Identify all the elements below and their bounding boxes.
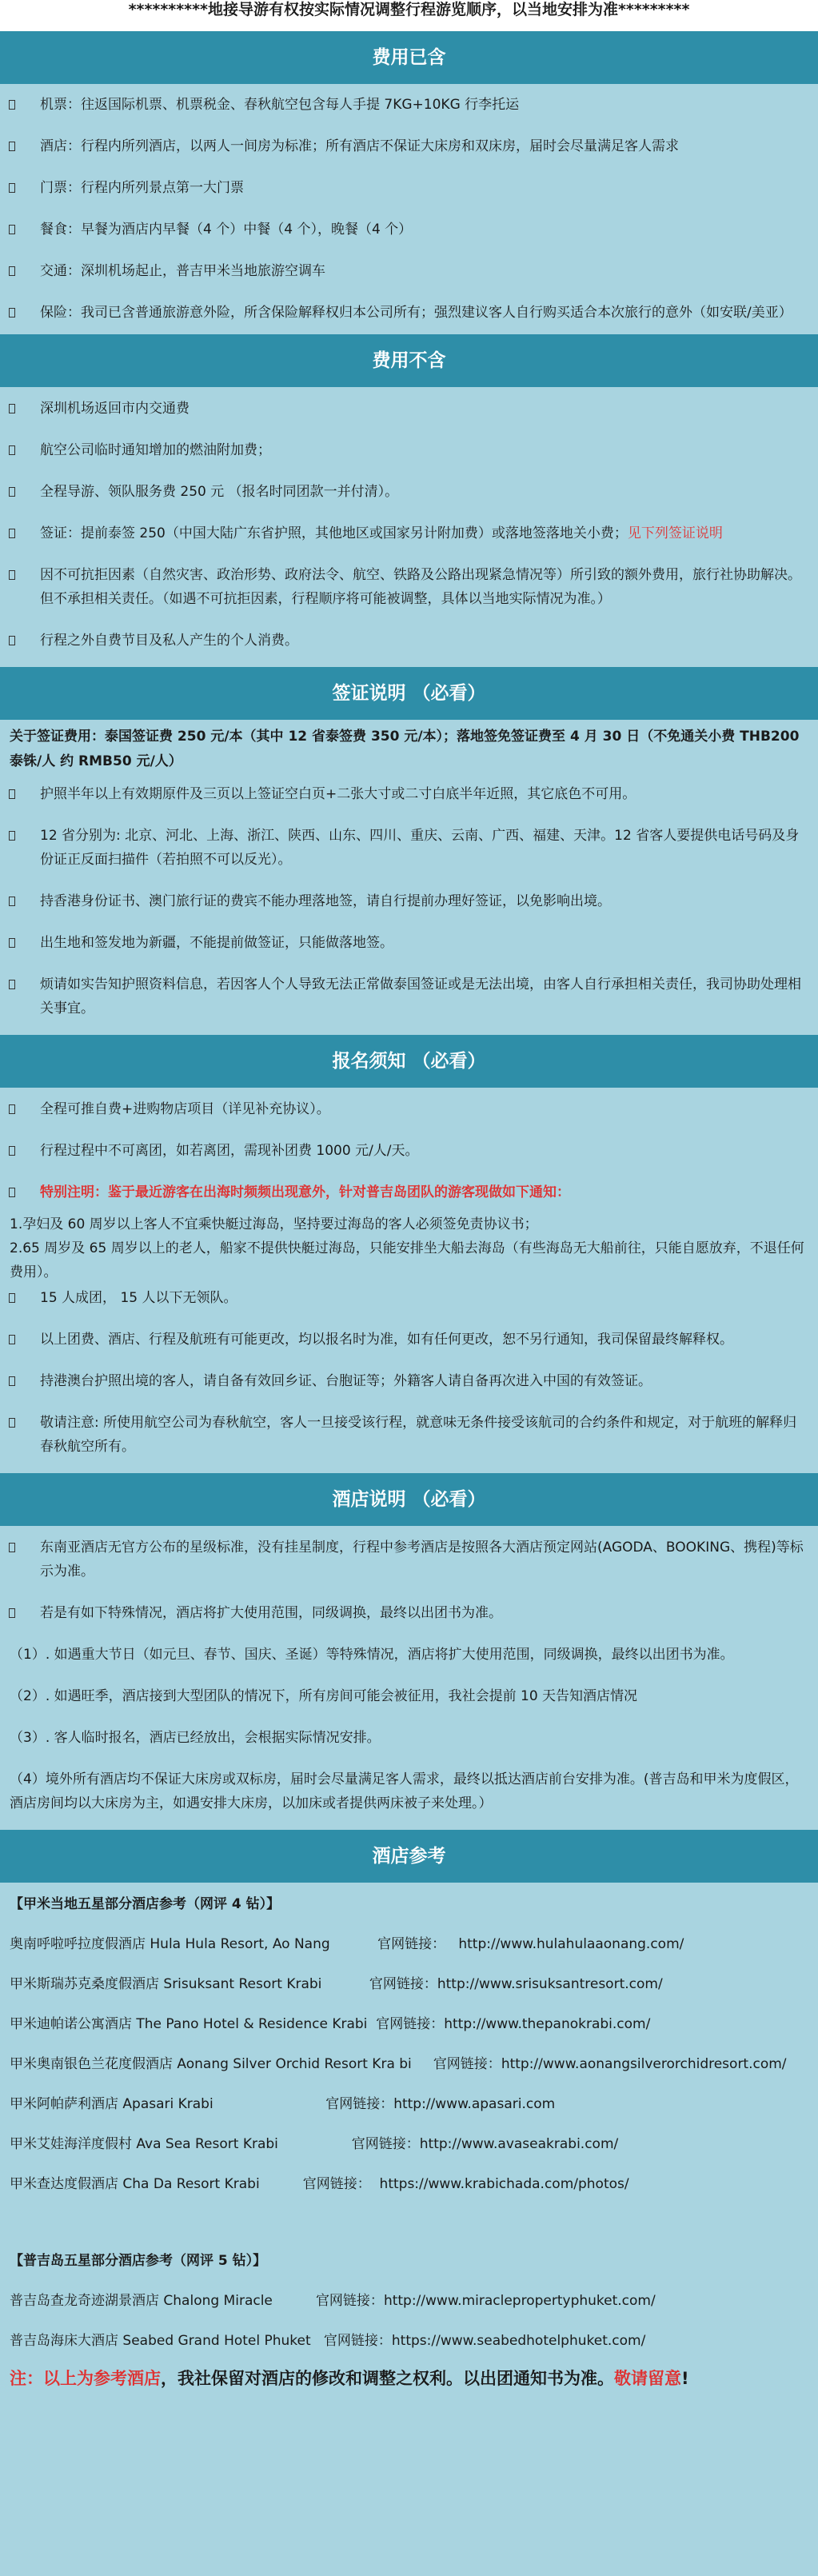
bullet-box-icon: [9, 570, 15, 580]
signup-item-passport: 持港澳台护照出境的客人，请自备有效回乡证、台胞证等；外籍客人请自备再次进入中国的有效签证。: [0, 1369, 818, 1393]
hotel-row-pano: 甲米迪帕诺公寓酒店 The Pano Hotel & Residence Krabi 官网链接：http://www.thepanokrabi.com/: [10, 2016, 651, 2032]
hotel-ref-header: 酒店参考: [0, 1830, 818, 1883]
signup-special-notice: 特别注明：鉴于最近游客在出海时频频出现意外，针对普吉岛团队的游客现做如下通知：: [0, 1180, 818, 1204]
bullet-box-icon: [9, 142, 15, 151]
hotel-row-apasari: 甲米阿帕萨利酒店 Apasari Krabi 官网链接：http://www.apasari.com: [10, 2096, 556, 2112]
included-item-tickets: 门票：行程内所列景点第一大门票: [0, 176, 818, 200]
visa-header: 签证说明 （必看）: [0, 667, 818, 720]
excluded-section: [0, 334, 818, 667]
bullet-box-icon: [9, 404, 15, 413]
excluded-item-personal: 行程之外自费节目及私人产生的个人消费。: [0, 629, 818, 653]
included-item-hotel: 酒店：行程内所列酒店，以两人一间房为标准；所有酒店不保证大床房和双床房，届时会尽量满足客人需求: [0, 134, 818, 158]
visa-item-xinjiang: 出生地和签发地为新疆，不能提前做签证，只能做落地签。: [0, 931, 818, 955]
bullet-box-icon: [9, 789, 15, 799]
bullet-box-icon: [9, 938, 15, 948]
hotel-link[interactable]: http://www.apasari.com: [393, 2096, 556, 2112]
reference-hotel-disclaimer: 注：以上为参考酒店，我社保留对酒店的修改和调整之权利。以出团通知书为准。敬请留意!: [10, 2369, 689, 2388]
visa-item-hk-macau: 持香港身份证书、澳门旅行证的费宾不能办理落地签，请自行提前办理好签证，以免影响出境。: [0, 889, 818, 913]
hotel-notes-header: 酒店说明 （必看）: [0, 1473, 818, 1526]
excluded-item-transport: 深圳机场返回市内交通费: [0, 397, 818, 421]
signup-item-group-size: 15 人成团， 15 人以下无领队。: [0, 1286, 818, 1310]
hotel-notes-section: [0, 1473, 818, 1830]
bullet-box-icon: [9, 1543, 15, 1552]
signup-item-leave-group: 行程过程中不可离团，如若离团，需现补团费 1000 元/人/天。: [0, 1139, 818, 1163]
included-item-insurance: 保险：我司已含普通旅游意外险，所含保险解释权归本公司所有；强烈建议客人自行购买适合本次旅行的意外（如安联/美亚）: [0, 301, 818, 325]
hotel-note-peak: （2）. 如遇旺季，酒店接到大型团队的情况下，所有房间可能会被征用，我社会提前 10 天告知酒店情况: [10, 1688, 638, 1704]
signup-section: [0, 1035, 818, 1473]
signup-item-airline: 敬请注意: 所使用航空公司为春秋航空，客人一旦接受该行程，就意味无条件接受该航司的合约条件和规定，对于航班的解释归春秋航空所有。: [0, 1411, 818, 1459]
bullet-box-icon: [9, 1104, 15, 1114]
excluded-item-service-fee: 全程导游、领队服务费 250 元 （报名时同团款一并付清）。: [0, 480, 818, 504]
visa-item-info: 烦请如实告知护照资料信息，若因客人个人导致无法正常做泰国签证或是无法出境，由客人自行承担相关责任，我司协助处理相关事宜。: [0, 972, 818, 1020]
excluded-item-force-majeure: 因不可抗拒因素（自然灾害、政治形势、政府法令、航空、铁路及公路出现紧急情况等）所引致的额外费用，旅行社协助解决。但不承担相关责任。（如遇不可抗拒因素，行程顺序将可能被调整，具体以当地实际情况为准。）: [0, 563, 818, 611]
bullet-box-icon: [9, 1188, 15, 1197]
visa-section: [0, 667, 818, 1035]
bullet-box-icon: [9, 529, 15, 538]
hotel-note-late-signup: （3）. 客人临时报名，酒店已经放出，会根据实际情况安排。: [10, 1730, 381, 1746]
included-item-airfare: 机票：往返国际机票、机票税金、春秋航空包含每人手提 7KG+10KG 行李托运: [0, 93, 818, 117]
hotel-note-star: 东南亚酒店无官方公布的星级标准，没有挂星制度，行程中参考酒店是按照各大酒店预定网站(AGODA、BOOKING、携程)等标示为准。: [0, 1536, 818, 1584]
signup-header: 报名须知 （必看）: [0, 1035, 818, 1088]
visa-item-passport: 护照半年以上有效期原件及三页以上签证空白页+二张大寸或二寸白底半年近照，其它底色不可用。: [0, 782, 818, 806]
hotel-link[interactable]: http://www.aonangsilverorchidresort.com/: [501, 2056, 787, 2072]
hotel-link[interactable]: http://www.thepanokrabi.com/: [444, 2016, 651, 2032]
hotel-note-bed-type: （4）境外所有酒店均不保证大床房或双标房，届时会尽量满足客人需求，最终以抵达酒店前台安排为准。(普吉岛和甲米为度假区，酒店房间均以大床房为主，如遇安排大床房，以加床或者提供两床被子来处理。）: [10, 1771, 799, 1811]
itinerary-order-note: **********地接导游有权按实际情况调整行程游览顺序，以当地安排为准*********: [0, 0, 818, 31]
hotel-note-holiday: （1）. 如遇重大节日（如元旦、春节、国庆、圣诞）等特殊情况，酒店将扩大使用范围，同级调换，最终以出团书为准。: [10, 1647, 734, 1663]
hotel-row-ava-sea: 甲米艾娃海洋度假村 Ava Sea Resort Krabi 官网链接：http://www.avaseakrabi.com/: [10, 2136, 619, 2152]
excluded-item-fuel: 航空公司临时通知增加的燃油附加费；: [0, 438, 818, 462]
hotel-note-special: 若是有如下特殊情况，酒店将扩大使用范围，同级调换，最终以出团书为准。: [0, 1601, 818, 1625]
bullet-box-icon: [9, 1335, 15, 1344]
hotel-row-hula-hula: 奥南呼啦呼拉度假酒店 Hula Hula Resort, Ao Nang 官网链接： http://www.hulahulaaonang.com/: [10, 1936, 684, 1952]
bullet-box-icon: [9, 831, 15, 841]
hotel-link[interactable]: http://www.srisuksantresort.com/: [437, 1976, 663, 1992]
bullet-box-icon: [9, 308, 15, 318]
hotel-link[interactable]: http://www.hulahulaaonang.com/: [458, 1936, 684, 1952]
bullet-box-icon: [9, 445, 15, 455]
visa-item-provinces: 12 省分别为: 北京、河北、上海、浙江、陕西、山东、四川、重庆、云南、广西、福建、天津。12 省客人要提供电话号码及身份证正反面扫描件（若拍照不可以反光）。: [0, 824, 818, 872]
hotel-ref-section: [0, 1830, 818, 2390]
visa-fee-line: 关于签证费用：泰国签证费 250 元/本（其中 12 省泰签费 350 元/本）；落地签免签证费至 4 月 30 日（不免通关小费 THB200 泰铢/人 约 RMB50 元/人）: [10, 729, 800, 769]
krabi-hotels-heading: 【甲米当地五星部分酒店参考（网评 4 钻）】: [10, 1896, 281, 1912]
bullet-box-icon: [9, 1146, 15, 1156]
bullet-box-icon: [9, 266, 15, 276]
hotel-row-srisuksant: 甲米斯瑞苏克桑度假酒店 Srisuksant Resort Krabi 官网链接：http://www.srisuksantresort.com/: [10, 1976, 663, 1992]
included-item-meals: 餐食：早餐为酒店内早餐（4 个）中餐（4 个），晚餐（4 个）: [0, 218, 818, 242]
bullet-box-icon: [9, 897, 15, 906]
included-header: 费用已含: [0, 31, 818, 84]
hotel-row-chalong-miracle: 普吉岛查龙奇迹湖景酒店 Chalong Miracle 官网链接：http://www.miraclepropertyphuket.com/: [10, 2293, 656, 2309]
hotel-link[interactable]: https://www.seabedhotelphuket.com/: [391, 2333, 646, 2349]
bullet-box-icon: [9, 100, 15, 110]
bullet-box-icon: [9, 1293, 15, 1303]
bullet-box-icon: [9, 1608, 15, 1618]
excluded-item-visa: 签证：提前泰签 250（中国大陆广东省护照，其他地区或国家另计附加费）或落地签落地关小费；见下列签证说明: [0, 521, 818, 545]
notice-line-elderly: 2.65 周岁及 65 周岁以上的老人，船家不提供快艇过海岛，只能安排坐大船去海岛（有些海岛无大船前往，只能自愿放弃，不退任何费用）。: [10, 1240, 804, 1280]
signup-item-shopping: 全程可推自费+进购物店项目（详见补充协议）。: [0, 1097, 818, 1121]
notice-line-pregnant: 1.孕妇及 60 周岁以上客人不宜乘快艇过海岛，坚持要过海岛的客人必须签免责协议书；: [10, 1216, 538, 1232]
hotel-link[interactable]: https://www.krabichada.com/photos/: [379, 2176, 629, 2192]
bullet-box-icon: [9, 1418, 15, 1428]
hotel-link[interactable]: http://www.avaseakrabi.com/: [419, 2136, 619, 2152]
included-section: [0, 31, 818, 334]
hotel-row-cha-da: 甲米查达度假酒店 Cha Da Resort Krabi 官网链接： https://www.krabichada.com/photos/: [10, 2176, 629, 2192]
included-item-transport: 交通：深圳机场起止，普吉甲米当地旅游空调车: [0, 259, 818, 283]
bullet-box-icon: [9, 487, 15, 497]
bullet-box-icon: [9, 1376, 15, 1386]
bullet-box-icon: [9, 225, 15, 234]
visa-reference-note: 见下列签证说明: [627, 525, 723, 541]
signup-item-changes: 以上团费、酒店、行程及航班有可能更改，均以报名时为准，如有任何更改，恕不另行通知，我司保留最终解释权。: [0, 1328, 818, 1352]
bullet-box-icon: [9, 183, 15, 193]
bullet-box-icon: [9, 636, 15, 645]
bullet-box-icon: [9, 980, 15, 989]
phuket-hotels-heading: 【普吉岛五星部分酒店参考（网评 5 钻）】: [10, 2253, 267, 2269]
excluded-header: 费用不含: [0, 334, 818, 387]
hotel-row-silver-orchid: 甲米奥南银色兰花度假酒店 Aonang Silver Orchid Resort Kra bi 官网链接：http://www.aonangsilverorchidresort.com/: [10, 2056, 787, 2072]
hotel-link[interactable]: http://www.miraclepropertyphuket.com/: [383, 2293, 656, 2309]
hotel-row-seabed-grand: 普吉岛海床大酒店 Seabed Grand Hotel Phuket 官网链接：https://www.seabedhotelphuket.com/: [10, 2333, 646, 2349]
